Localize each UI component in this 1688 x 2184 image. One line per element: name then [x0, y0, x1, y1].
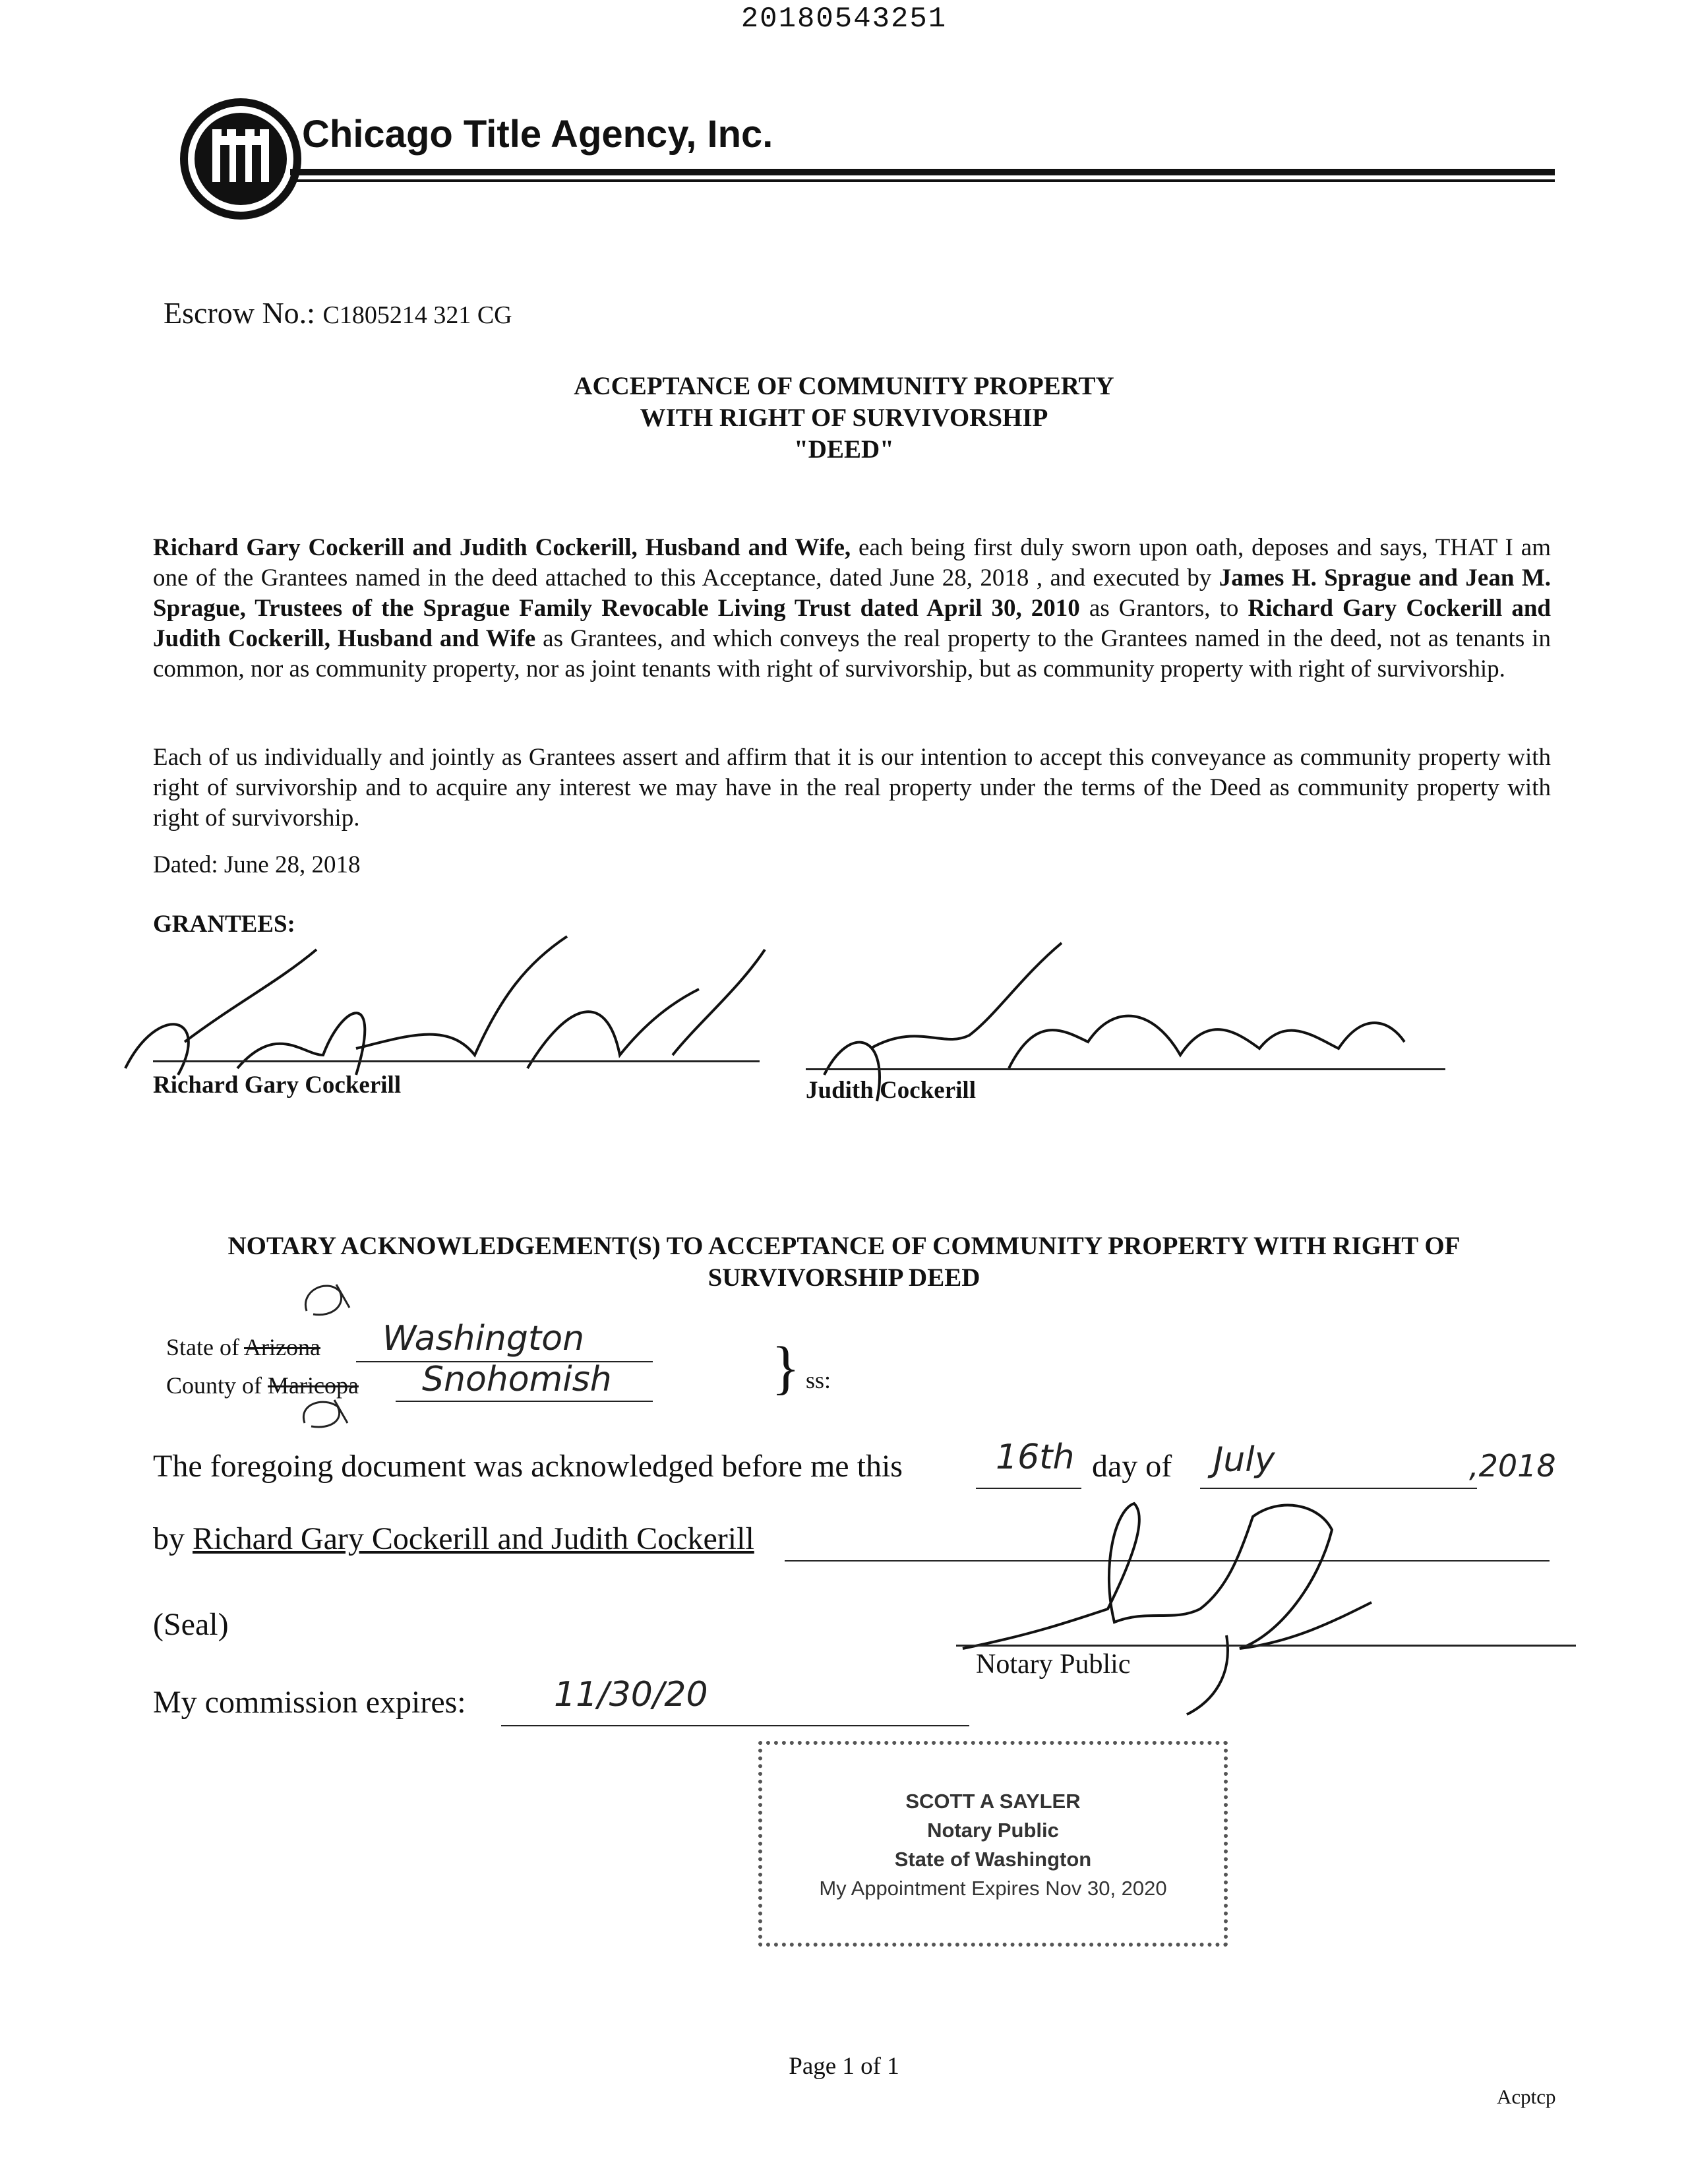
- day-of-label: day of: [1092, 1449, 1172, 1484]
- signer-name-2: Judith Cockerill: [806, 1077, 976, 1104]
- header-rule-thin: [290, 179, 1555, 182]
- grantees-names: Richard Gary Cockerill and Judith Cockerill, Husband and Wife,: [153, 534, 851, 561]
- notary-title-line1: NOTARY ACKNOWLEDGEMENT(S) TO ACCEPTANCE OF COMMUNITY PROPERTY WITH RIGHT OF: [227, 1232, 1461, 1260]
- signature-judith-icon: [811, 936, 1444, 1134]
- acknowledgement-text: The foregoing document was acknowledged before me this: [153, 1449, 903, 1484]
- initials-mark-2-icon: [298, 1397, 357, 1436]
- day-handwritten: 16th: [996, 1438, 1075, 1477]
- stamp-name: SCOTT A SAYLER: [905, 1790, 1081, 1813]
- state-label: State of: [166, 1334, 239, 1360]
- county-handwritten: Snohomish: [422, 1360, 612, 1399]
- form-code: Acptcp: [1497, 2085, 1556, 2108]
- affirmation-paragraph: [153, 533, 1551, 684]
- by-line: [153, 1521, 754, 1557]
- by-names: Richard Gary Cockerill and Judith Cockerill: [193, 1521, 754, 1556]
- month-handwritten: July: [1213, 1440, 1275, 1480]
- state-of: [166, 1333, 320, 1361]
- notary-public-label: Notary Public: [976, 1649, 1131, 1680]
- signer-name-1: Richard Gary Cockerill: [153, 1072, 402, 1099]
- stamp-title: Notary Public: [927, 1819, 1059, 1842]
- escrow-value: C1805214 321 CG: [322, 301, 512, 329]
- header-rule: [290, 169, 1555, 175]
- signature-line-1: [153, 1060, 760, 1062]
- document-title-line1: ACCEPTANCE OF COMMUNITY PROPERTY: [574, 372, 1114, 400]
- signature-richard-icon: [106, 923, 831, 1134]
- state-handwritten: Washington: [382, 1319, 585, 1358]
- grantees-names-2: Richard Gary Cockerill and Judith Cockerill, Husband and Wife: [153, 595, 1551, 652]
- commission-handwritten: 11/30/20: [554, 1675, 708, 1714]
- county-underline: [396, 1401, 653, 1402]
- company-name: Chicago Title Agency, Inc.: [302, 113, 773, 156]
- initials-mark-icon: [300, 1278, 359, 1324]
- county-of: [166, 1372, 359, 1399]
- paragraph-text: each being first duly sworn upon oath, deposes and says, THAT I am one of the Grantees named in the deed attached to this Acceptance, dated June 28, 2018 , and executed by: [153, 534, 1551, 592]
- state-struck: Arizona: [244, 1334, 320, 1360]
- escrow-number: [164, 295, 512, 330]
- month-underline: [1200, 1488, 1477, 1489]
- page-number: Page 1 of 1: [789, 2053, 899, 2080]
- document-title-line3: "DEED": [794, 435, 894, 464]
- ss-label: ss:: [806, 1367, 831, 1393]
- notary-title-line2: SURVIVORSHIP DEED: [708, 1263, 980, 1292]
- document-title-line2: WITH RIGHT OF SURVIVORSHIP: [640, 404, 1048, 432]
- commission-label: My commission expires:: [153, 1685, 466, 1720]
- grantees-label: GRANTEES:: [153, 911, 295, 938]
- notary-signature-line: [956, 1645, 1576, 1647]
- stamp-expires: My Appointment Expires Nov 30, 2020: [819, 1877, 1167, 1900]
- stamp-state: State of Washington: [894, 1848, 1092, 1871]
- county-struck: Maricopa: [268, 1372, 359, 1399]
- brace-icon: }: [771, 1335, 800, 1401]
- escrow-label: Escrow No.:: [164, 296, 315, 330]
- castle-logo-icon: [179, 98, 302, 220]
- dated-line: Dated: June 28, 2018: [153, 851, 361, 878]
- notary-stamp: [758, 1741, 1228, 1947]
- day-underline: [976, 1488, 1081, 1489]
- commission-underline: [501, 1725, 969, 1726]
- paragraph-text: as Grantees, and which conveys the real property to the Grantees named in the deed, not as tenants in common, nor as community property, nor as joint tenants with right of survivorship, but as community property with right of survivorship.: [153, 625, 1551, 682]
- signature-line-2: [806, 1068, 1445, 1070]
- intention-paragraph: Each of us individually and jointly as Grantees assert and affirm that it is our intention to accept this conveyance as community property with right of survivorship and to acquire any interest we may have in the real property under the terms of the Deed as community property with right of survivorship.: [153, 744, 1551, 832]
- seal-label: (Seal): [153, 1607, 229, 1642]
- recording-number: 20180543251: [740, 3, 948, 36]
- notary-signature-icon: [950, 1490, 1411, 1728]
- year: ,2018: [1469, 1448, 1556, 1484]
- paragraph-text: as Grantors, to: [1079, 595, 1248, 622]
- by-label: by: [153, 1521, 185, 1556]
- grantors-names: James H. Sprague and Jean M. Sprague, Trustees of the Sprague Family Revocable Living Trust dated April 30, 2010: [153, 564, 1552, 622]
- county-label: County of: [166, 1372, 262, 1399]
